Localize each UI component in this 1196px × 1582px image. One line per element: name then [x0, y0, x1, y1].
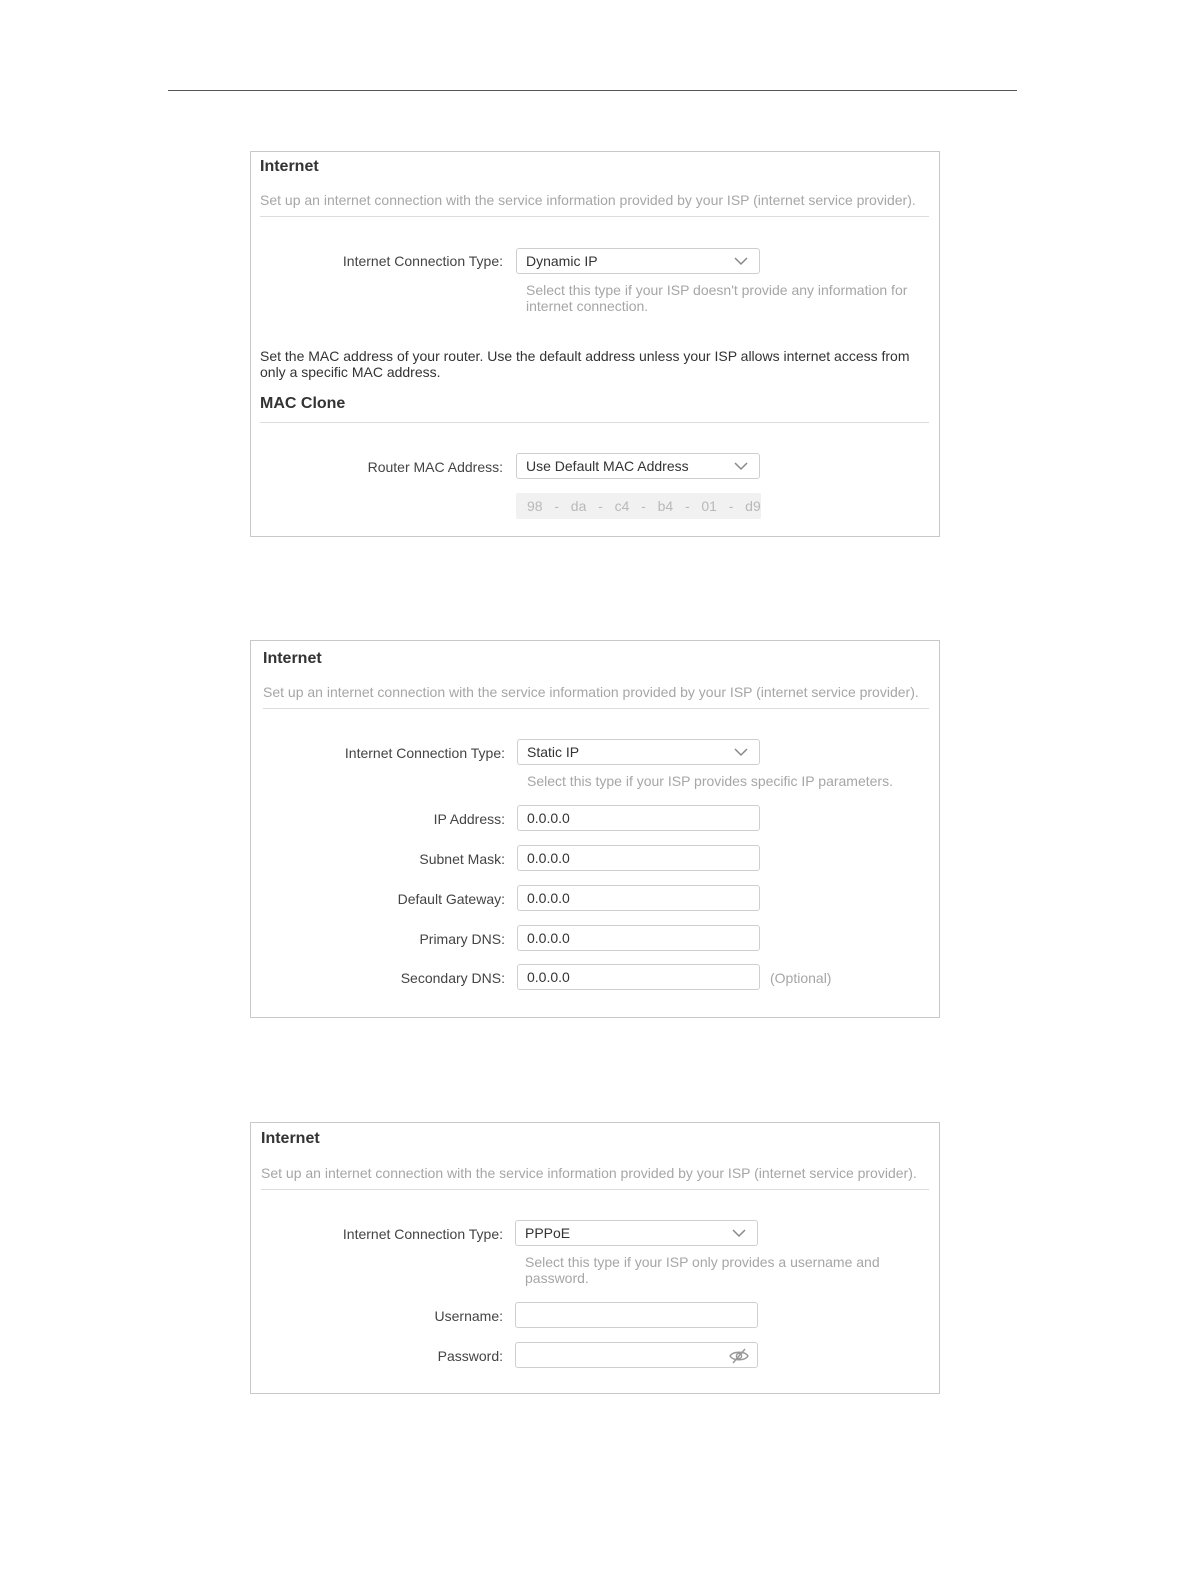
- ip-address-input[interactable]: 0.0.0.0: [517, 805, 760, 831]
- conn-type-select[interactable]: [516, 248, 760, 274]
- chevron-down-icon: [733, 745, 749, 759]
- conn-type-help: Select this type if your ISP provides specific IP parameters.: [527, 773, 893, 789]
- subnet-mask-label: Subnet Mask:: [419, 851, 505, 867]
- default-gateway-input[interactable]: 0.0.0.0: [517, 885, 760, 911]
- password-input[interactable]: [515, 1342, 758, 1368]
- divider: [260, 422, 929, 423]
- internet-panel-static-ip: [250, 640, 940, 1018]
- panel-title: Internet: [261, 1130, 320, 1147]
- panel-subtitle: Set up an internet connection with the service information provided by your ISP (internet service provider).: [260, 192, 916, 208]
- page-header-rule: [168, 90, 1017, 91]
- optional-note: (Optional): [770, 970, 832, 986]
- primary-dns-input[interactable]: 0.0.0.0: [517, 925, 760, 951]
- conn-type-value: Static IP: [527, 744, 580, 760]
- router-mac-select[interactable]: [516, 453, 760, 479]
- mac-address-field: 98 - da - c4 - b4 - 01 - d9: [516, 493, 761, 519]
- subnet-mask-input[interactable]: 0.0.0.0: [517, 845, 760, 871]
- panel-subtitle: Set up an internet connection with the service information provided by your ISP (internet service provider).: [261, 1165, 917, 1181]
- secondary-dns-label: Secondary DNS:: [400, 970, 505, 986]
- conn-type-help: Select this type if your ISP only provides a username and password.: [525, 1254, 880, 1286]
- conn-type-value: Dynamic IP: [526, 253, 598, 269]
- internet-panel-dynamic-ip: [250, 151, 940, 537]
- conn-type-label: Internet Connection Type:: [342, 253, 503, 269]
- router-mac-label: Router MAC Address:: [367, 459, 503, 475]
- chevron-down-icon: [731, 1226, 747, 1240]
- eye-slash-icon[interactable]: [729, 1347, 749, 1365]
- internet-panel-pppoe: [250, 1122, 940, 1394]
- username-label: Username:: [434, 1308, 503, 1324]
- panel-title: Internet: [260, 158, 319, 175]
- conn-type-help: Select this type if your ISP doesn't provide any information for internet connection.: [526, 282, 908, 314]
- conn-type-select[interactable]: [515, 1220, 758, 1246]
- ip-address-label: IP Address:: [433, 811, 505, 827]
- conn-type-label: Internet Connection Type:: [344, 745, 505, 761]
- divider: [263, 708, 929, 709]
- default-gateway-label: Default Gateway:: [397, 891, 505, 907]
- primary-dns-label: Primary DNS:: [419, 931, 505, 947]
- conn-type-value: PPPoE: [525, 1225, 571, 1241]
- mac-description: Set the MAC address of your router. Use the default address unless your ISP allows internet access from only a specific MAC address.: [260, 348, 910, 380]
- divider: [260, 216, 929, 217]
- mac-clone-title: MAC Clone: [260, 395, 346, 412]
- router-mac-value: Use Default MAC Address: [526, 458, 689, 474]
- username-input[interactable]: [515, 1302, 758, 1328]
- panel-title: Internet: [263, 650, 322, 667]
- chevron-down-icon: [733, 254, 749, 268]
- conn-type-select[interactable]: [517, 739, 760, 765]
- secondary-dns-input[interactable]: 0.0.0.0: [517, 964, 760, 990]
- chevron-down-icon: [733, 459, 749, 473]
- panel-subtitle: Set up an internet connection with the service information provided by your ISP (internet service provider).: [263, 684, 919, 700]
- password-label: Password:: [437, 1348, 503, 1364]
- divider: [261, 1189, 929, 1190]
- conn-type-label: Internet Connection Type:: [342, 1226, 503, 1242]
